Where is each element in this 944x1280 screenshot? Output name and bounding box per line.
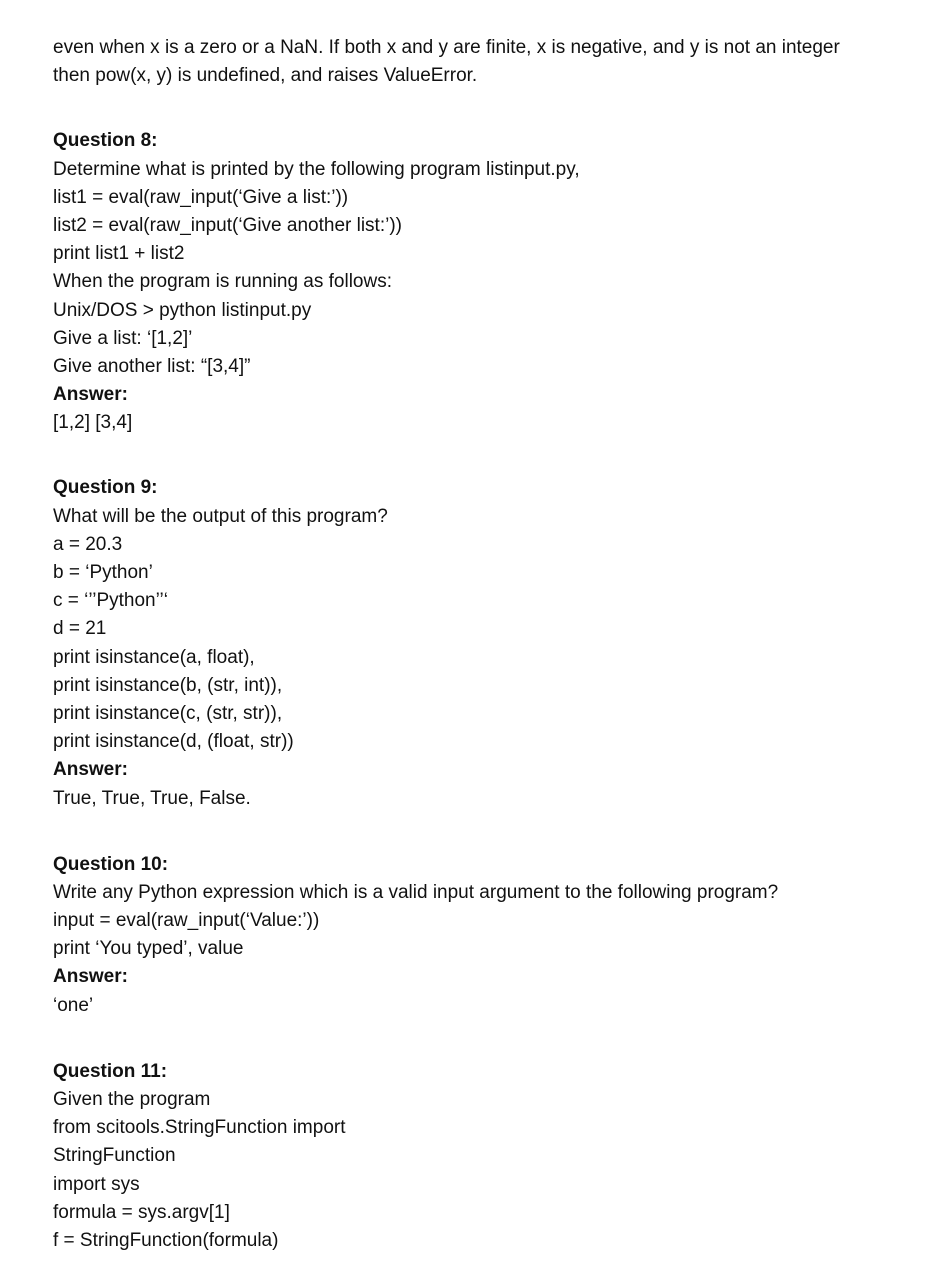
- code-line: print list1 + list2: [53, 243, 185, 265]
- code-line: f = StringFunction(formula): [53, 1229, 279, 1251]
- answer-label: Answer:: [53, 759, 128, 781]
- code-line: a = 20.3: [53, 533, 123, 555]
- intro-line: then pow(x, y) is undefined, and raises ValueError.: [53, 65, 478, 87]
- code-line: from scitools.StringFunction import: [53, 1117, 346, 1139]
- code-line: b = ‘Python’: [53, 562, 153, 583]
- intro-paragraph: [53, 34, 933, 90]
- code-line: Give a list: ‘[1,2]’: [53, 327, 193, 349]
- question-line: Determine what is printed by the following program listinput.py,: [53, 158, 580, 180]
- question-9: [53, 474, 933, 812]
- question-line: Write any Python expression which is a valid input argument to the following program?: [53, 881, 779, 903]
- document-page: [53, 34, 933, 1255]
- answer-text: True, True, True, False.: [53, 787, 251, 809]
- question-title: Question 8:: [53, 130, 158, 152]
- code-line: c = ‘’’Python’’‘: [53, 590, 168, 612]
- question-line: Given the program: [53, 1089, 211, 1110]
- question-line: What will be the output of this program?: [53, 505, 388, 527]
- answer-label: Answer:: [53, 966, 128, 988]
- answer-text: [1,2] [3,4]: [53, 412, 133, 434]
- code-line: import sys: [53, 1173, 140, 1195]
- code-line: formula = sys.argv[1]: [53, 1201, 230, 1223]
- code-line: print isinstance(a, float),: [53, 646, 255, 668]
- question-title: Question 9:: [53, 477, 158, 499]
- question-title: Question 10:: [53, 853, 169, 875]
- code-line: list1 = eval(raw_input(‘Give a list:’)): [53, 186, 349, 208]
- code-line: Unix/DOS > python listinput.py: [53, 299, 312, 321]
- code-line: print isinstance(b, (str, int)),: [53, 674, 283, 696]
- code-line: print ‘You typed’, value: [53, 938, 244, 960]
- question-10: [53, 851, 933, 1020]
- question-11: [53, 1058, 933, 1255]
- code-line: print isinstance(d, (float, str)): [53, 731, 294, 753]
- code-line: input = eval(raw_input(‘Value:’)): [53, 910, 320, 932]
- code-line: print isinstance(c, (str, str)),: [53, 702, 283, 724]
- code-line: d = 21: [53, 618, 107, 640]
- question-line: When the program is running as follows:: [53, 271, 392, 293]
- answer-text: ‘one’: [53, 994, 94, 1016]
- question-title: Question 11:: [53, 1060, 168, 1082]
- answer-label: Answer:: [53, 384, 128, 406]
- intro-line: even when x is a zero or a NaN. If both x and y are finite, x is negative, and y is not an integer: [53, 37, 840, 58]
- code-line: StringFunction: [53, 1145, 176, 1167]
- question-8: [53, 127, 933, 437]
- code-line: list2 = eval(raw_input(‘Give another list:’)): [53, 214, 402, 236]
- code-line: Give another list: “[3,4]”: [53, 355, 251, 377]
